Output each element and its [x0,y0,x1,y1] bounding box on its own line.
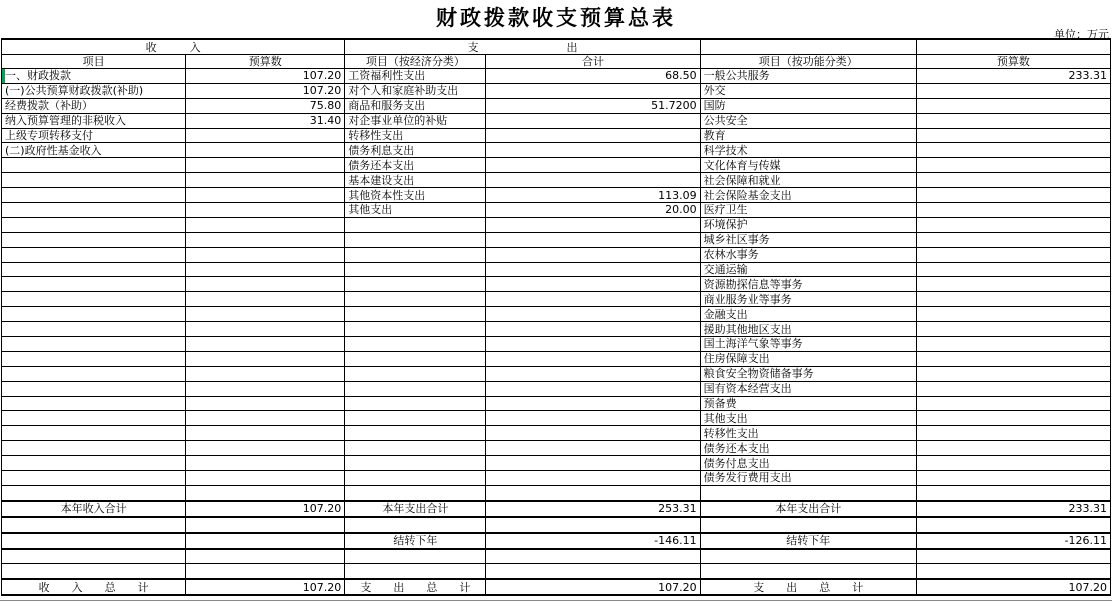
cell-functional-item[interactable] [700,517,916,533]
col-header-economic-total[interactable]: 合计 [486,55,700,69]
cell-functional-value[interactable]: -126.11 [916,533,1110,549]
table-row [2,128,1111,143]
cell-income-value[interactable]: 31.40 [186,113,345,128]
cell-functional-item[interactable] [700,564,916,579]
cell-functional-value[interactable] [916,277,1110,292]
group-header-expenditure[interactable]: 支 出 [345,39,700,55]
cell-functional-item[interactable]: 债务付息支出 [700,456,916,471]
cell-economic-item[interactable] [345,517,486,533]
cell-functional-item[interactable]: 住房保障支出 [700,351,916,366]
cell-economic-item[interactable] [345,564,486,579]
cell-income-item[interactable] [2,262,186,277]
cell-income-value[interactable] [186,471,345,486]
cell-income-item[interactable] [2,549,186,564]
cell-functional-item[interactable]: 外交 [700,83,916,98]
cell-functional-value[interactable] [916,351,1110,366]
cell-economic-item[interactable] [345,426,486,441]
cell-functional-value[interactable] [916,292,1110,307]
cell-income-value[interactable] [186,426,345,441]
table-row [2,143,1111,158]
cell-income-value[interactable] [186,232,345,247]
cell-income-item[interactable] [2,517,186,533]
cell-income-value[interactable] [186,173,345,188]
cell-income-item[interactable] [2,441,186,456]
cell-economic-item[interactable] [345,411,486,426]
cell-income-value[interactable] [186,549,345,564]
cell-economic-value[interactable] [486,351,700,366]
table-row [2,471,1111,486]
cell-economic-value[interactable]: 20.00 [486,203,700,218]
cell-economic-item[interactable] [345,549,486,564]
cell-economic-item[interactable] [345,337,486,352]
cell-functional-item[interactable]: 国土海洋气象等事务 [700,337,916,352]
cell-functional-value[interactable] [916,396,1110,411]
cell-economic-value[interactable] [486,517,700,533]
cell-income-value[interactable]: 107.20 [186,501,345,517]
cell-economic-item[interactable] [345,351,486,366]
cell-functional-item[interactable]: 环境保护 [700,217,916,232]
table-row [2,426,1111,441]
table-row [2,158,1111,173]
cell-economic-item[interactable]: 对个人和家庭补助支出 [345,83,486,98]
table-row [2,277,1111,292]
cell-functional-item[interactable]: 文化体育与传媒 [700,158,916,173]
cell-economic-item[interactable]: 债务还本支出 [345,158,486,173]
table-row [2,262,1111,277]
table-body [2,69,1111,596]
cell-functional-value[interactable]: 107.20 [916,579,1110,595]
cell-income-item[interactable]: 上级专项转移支付 [2,128,186,143]
table-row [2,322,1111,337]
cell-economic-item[interactable] [345,262,486,277]
col-header-functional-item[interactable]: 项目（按功能分类） [700,55,916,69]
cell-income-value[interactable] [186,485,345,500]
table-row [2,549,1111,564]
cell-economic-item[interactable]: 本年支出合计 [345,501,486,517]
cell-functional-value[interactable] [916,217,1110,232]
cell-functional-value[interactable] [916,247,1110,262]
cell-functional-item[interactable] [700,485,916,500]
table-row [2,307,1111,322]
cell-income-value[interactable]: 75.80 [186,98,345,113]
cell-functional-value[interactable] [916,98,1110,113]
cell-economic-value[interactable] [486,292,700,307]
cell-income-value[interactable] [186,322,345,337]
cell-income-value[interactable] [186,533,345,549]
cell-functional-value[interactable] [916,158,1110,173]
cell-functional-item[interactable]: 结转下年 [700,533,916,549]
cell-income-value[interactable] [186,564,345,579]
cell-functional-value[interactable] [916,517,1110,533]
cell-economic-item[interactable] [345,485,486,500]
cell-economic-item[interactable]: 结转下年 [345,533,486,549]
cell-economic-item[interactable] [345,441,486,456]
cell-economic-value[interactable] [486,247,700,262]
cell-functional-value[interactable]: 233.31 [916,501,1110,517]
cell-functional-value[interactable] [916,411,1110,426]
unit-label: 单位：万元 [1054,28,1109,41]
cell-economic-value[interactable] [486,128,700,143]
cell-income-value[interactable] [186,411,345,426]
cell-functional-item[interactable] [700,549,916,564]
cell-economic-item[interactable] [345,232,486,247]
cell-income-item[interactable] [2,277,186,292]
cell-income-value[interactable] [186,262,345,277]
cell-functional-value[interactable] [916,471,1110,486]
cell-functional-item[interactable]: 援助其他地区支出 [700,322,916,337]
cell-functional-value[interactable] [916,456,1110,471]
table-group-header-row [2,39,1111,55]
cell-functional-value[interactable] [916,307,1110,322]
cell-economic-value[interactable]: -146.11 [486,533,700,549]
cell-income-value[interactable]: 107.20 [186,579,345,595]
cell-economic-item[interactable] [345,217,486,232]
table-row [2,98,1111,113]
col-header-income-item[interactable]: 项目 [2,55,186,69]
cell-functional-item[interactable]: 社会保障和就业 [700,173,916,188]
cell-income-value[interactable] [186,337,345,352]
cell-economic-value[interactable] [486,232,700,247]
cell-economic-value[interactable] [486,322,700,337]
cell-functional-item[interactable]: 科学技术 [700,143,916,158]
cell-income-value[interactable] [186,128,345,143]
cell-functional-item[interactable]: 金融支出 [700,307,916,322]
cell-functional-value[interactable] [916,366,1110,381]
cell-functional-value[interactable] [916,441,1110,456]
cell-economic-value[interactable]: 107.20 [486,579,700,595]
cell-economic-value[interactable] [486,485,700,500]
cell-income-item[interactable] [2,307,186,322]
cell-functional-item[interactable]: 公共安全 [700,113,916,128]
col-header-economic-item[interactable]: 项目（按经济分类） [345,55,486,69]
cell-income-value[interactable] [186,277,345,292]
cell-economic-item[interactable] [345,396,486,411]
cell-functional-value[interactable] [916,232,1110,247]
cell-functional-value[interactable] [916,262,1110,277]
cell-economic-value[interactable] [486,158,700,173]
cell-income-item[interactable] [2,564,186,579]
cell-income-item[interactable]: (二)政府性基金收入 [2,143,186,158]
table-row [2,579,1111,595]
table-row [2,173,1111,188]
cell-economic-value[interactable] [486,366,700,381]
cell-income-value[interactable] [186,158,345,173]
table-row [2,188,1111,203]
table-row [2,411,1111,426]
page-title: 财政拨款收支预算总表 [436,6,676,30]
table-row [2,351,1111,366]
cell-economic-value[interactable] [486,549,700,564]
cell-functional-item[interactable]: 本年支出合计 [700,501,916,517]
cell-income-item[interactable] [2,533,186,549]
cell-income-item[interactable]: 经费拨款（补助） [2,98,186,113]
cell-economic-item[interactable]: 债务利息支出 [345,143,486,158]
cell-income-item[interactable] [2,396,186,411]
cell-economic-item[interactable]: 基本建设支出 [345,173,486,188]
table-row [2,381,1111,396]
cell-economic-value[interactable] [486,277,700,292]
table-row [2,83,1111,98]
cell-income-item[interactable]: 收 入 总 计 [2,579,186,595]
cell-functional-item[interactable]: 粮食安全物资储备事务 [700,366,916,381]
cell-economic-value[interactable] [486,411,700,426]
cell-income-item[interactable] [2,381,186,396]
cell-income-item[interactable] [2,217,186,232]
col-header-income-budget[interactable]: 预算数 [186,55,345,69]
cell-functional-item[interactable]: 农林水事务 [700,247,916,262]
cell-functional-item[interactable]: 债务还本支出 [700,441,916,456]
cell-economic-item[interactable]: 商品和服务支出 [345,98,486,113]
cell-functional-value[interactable] [916,143,1110,158]
table-row [2,113,1111,128]
table-row [2,396,1111,411]
cell-economic-item[interactable]: 其他支出 [345,203,486,218]
cell-economic-item[interactable] [345,381,486,396]
cell-economic-item[interactable] [345,277,486,292]
table-row [2,456,1111,471]
cell-functional-item[interactable]: 支 出 总 计 [700,579,916,595]
cell-income-value[interactable] [186,292,345,307]
cell-functional-value[interactable] [916,485,1110,500]
cell-economic-value[interactable] [486,113,700,128]
group-header-blank-1[interactable] [700,39,916,55]
cell-income-value[interactable] [186,517,345,533]
cell-income-value[interactable] [186,381,345,396]
cell-income-item[interactable] [2,366,186,381]
cell-economic-item[interactable] [345,322,486,337]
cell-income-value[interactable] [186,307,345,322]
cell-functional-item[interactable]: 其他支出 [700,411,916,426]
cell-economic-value[interactable] [486,381,700,396]
cell-functional-item[interactable]: 城乡社区事务 [700,232,916,247]
table-row [2,217,1111,232]
table-row [2,232,1111,247]
table-row [2,366,1111,381]
cell-income-item[interactable] [2,203,186,218]
cell-income-item[interactable]: 一、财政拨款 [2,69,186,84]
cell-income-item[interactable] [2,188,186,203]
cell-functional-item[interactable]: 交通运输 [700,262,916,277]
cell-functional-item[interactable]: 教育 [700,128,916,143]
cell-economic-item[interactable] [345,366,486,381]
cell-income-item[interactable]: 纳入预算管理的非税收入 [2,113,186,128]
cell-economic-value[interactable] [486,217,700,232]
cell-functional-value[interactable] [916,381,1110,396]
cell-functional-value[interactable]: 233.31 [916,69,1110,84]
cell-income-value[interactable]: 107.20 [186,69,345,84]
cell-economic-value[interactable] [486,471,700,486]
cell-economic-value[interactable]: 253.31 [486,501,700,517]
group-header-income[interactable]: 收 入 [2,39,345,55]
cell-functional-item[interactable]: 国防 [700,98,916,113]
cell-economic-item[interactable]: 对企事业单位的补贴 [345,113,486,128]
cell-income-item[interactable] [2,322,186,337]
cell-functional-value[interactable] [916,426,1110,441]
cell-income-value[interactable] [186,456,345,471]
table-row [2,247,1111,262]
cell-income-item[interactable]: 本年收入合计 [2,501,186,517]
cell-functional-value[interactable] [916,113,1110,128]
cell-income-value[interactable] [186,396,345,411]
cell-income-value[interactable] [186,351,345,366]
table-row [2,517,1111,533]
table-row [2,337,1111,352]
cell-economic-value[interactable] [486,307,700,322]
cell-functional-value[interactable] [916,128,1110,143]
cell-functional-item[interactable]: 转移性支出 [700,426,916,441]
cell-economic-item[interactable] [345,307,486,322]
cell-economic-value[interactable] [486,143,700,158]
cell-income-item[interactable] [2,292,186,307]
table-column-header-row [2,55,1111,69]
cell-functional-value[interactable] [916,173,1110,188]
cell-income-item[interactable] [2,485,186,500]
cell-economic-value[interactable] [486,564,700,579]
cell-functional-value[interactable] [916,83,1110,98]
cell-functional-value[interactable] [916,549,1110,564]
cell-functional-item[interactable]: 一般公共服务 [700,69,916,84]
cell-economic-item[interactable] [345,292,486,307]
cell-functional-value[interactable] [916,564,1110,579]
cell-economic-value[interactable] [486,337,700,352]
cell-income-item[interactable] [2,471,186,486]
cell-economic-item[interactable] [345,471,486,486]
cell-economic-value[interactable] [486,83,700,98]
cell-income-item[interactable]: (一)公共预算财政拨款(补助) [2,83,186,98]
table-row [2,533,1111,549]
cell-functional-item[interactable]: 债务发行费用支出 [700,471,916,486]
cell-income-item[interactable] [2,247,186,262]
cell-income-item[interactable] [2,426,186,441]
group-header-blank-2[interactable] [916,39,1110,55]
table-row [2,501,1111,517]
cell-income-value[interactable] [186,441,345,456]
cell-income-item[interactable] [2,351,186,366]
cell-economic-value[interactable] [486,396,700,411]
cell-functional-value[interactable] [916,322,1110,337]
table-row [2,485,1111,500]
cell-functional-value[interactable] [916,188,1110,203]
cell-income-value[interactable] [186,217,345,232]
cell-income-value[interactable] [186,247,345,262]
cell-functional-item[interactable]: 资源勘探信息等事务 [700,277,916,292]
table-row [2,441,1111,456]
cell-functional-item[interactable]: 商业服务业等事务 [700,292,916,307]
cell-income-value[interactable]: 107.20 [186,83,345,98]
cell-income-item[interactable] [2,173,186,188]
cell-functional-item[interactable]: 国有资本经营支出 [700,381,916,396]
cell-income-value[interactable] [186,366,345,381]
table-row [2,292,1111,307]
cell-functional-item[interactable]: 医疗卫生 [700,203,916,218]
cell-income-item[interactable] [2,158,186,173]
cell-economic-value[interactable]: 113.09 [486,188,700,203]
cell-economic-value[interactable] [486,426,700,441]
cell-income-value[interactable] [186,143,345,158]
cell-economic-value[interactable] [486,173,700,188]
cell-functional-value[interactable] [916,337,1110,352]
cell-income-value[interactable] [186,203,345,218]
cell-economic-value[interactable] [486,262,700,277]
cell-economic-value[interactable] [486,456,700,471]
cell-functional-value[interactable] [916,203,1110,218]
cell-economic-value[interactable]: 68.50 [486,69,700,84]
cell-economic-item[interactable]: 转移性支出 [345,128,486,143]
cell-economic-item[interactable]: 工资福利性支出 [345,69,486,84]
cell-economic-item[interactable]: 支 出 总 计 [345,579,486,595]
cell-economic-item[interactable] [345,247,486,262]
cell-functional-item[interactable]: 社会保险基金支出 [700,188,916,203]
cell-economic-item[interactable] [345,456,486,471]
cell-income-value[interactable] [186,188,345,203]
cell-income-item[interactable] [2,411,186,426]
cell-economic-item[interactable]: 其他资本性支出 [345,188,486,203]
bottom-gridline [0,600,1112,601]
table-row [2,564,1111,579]
cell-economic-value[interactable] [486,441,700,456]
cell-income-item[interactable] [2,232,186,247]
table-row [2,203,1111,218]
cell-income-item[interactable] [2,337,186,352]
table-row [2,69,1111,84]
col-header-functional-budget[interactable]: 预算数 [916,55,1110,69]
cell-economic-value[interactable]: 51.7200 [486,98,700,113]
cell-income-item[interactable] [2,456,186,471]
cell-functional-item[interactable]: 预备费 [700,396,916,411]
budget-table [1,38,1111,596]
